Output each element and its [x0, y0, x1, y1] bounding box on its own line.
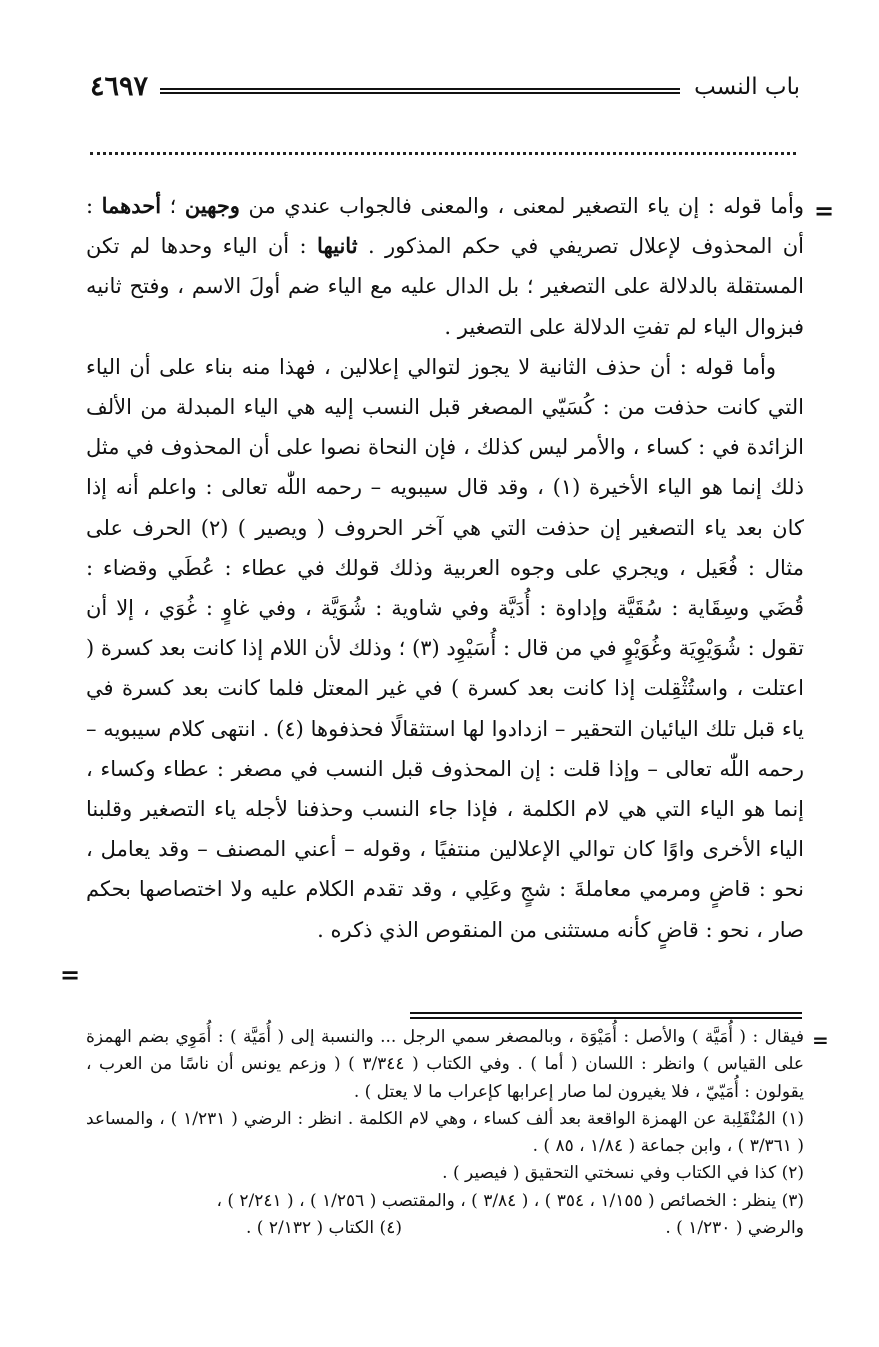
- p1-bold-wajhayn: وجهين: [184, 193, 240, 218]
- p1-seg: : أن الياء وحدها لم تكن المستقلة بالدلالة على التصغير ؛ بل الدال عليه مع الياء ضم أولَ الاسم ، وفتح ثانيه فبزوال الياء لم تفتِ الدلالة على التصغير .: [86, 234, 804, 339]
- footnote-3-continued: والرضي ( ١/٢٣٠ ) .: [665, 1218, 804, 1239]
- p1-bold-thaniha: ثانيها: [317, 233, 358, 259]
- paragraph-2: وأما قوله : أن حذف الثانية لا يجوز لتوالي إعلالين ، فهذا منه بناء على أن الياء التي كانت حذفت من : كُسَيّي المصغر قبل النسب إليه هي الياء المبدلة من الألف الزائدة في : كساء ، والأمر ليس كذلك ، فإن النحاة نصوا على أن المحذوف في مثل ذلك إنما هو الياء الأخيرة (١) ، وقد قال سيبويه – رحمه اللّٰه تعالى : واعلم أنه إذا كان بعد ياء التصغير إن حذفت التي هي آخر الحروف ( ويصير ) (٢) الحرف على مثال : فُعَيل ، ويجري على وجوه العربية وذلك قولك في عطاء : عُطَي وقضاء : قُضَي وسِقَاية : سُقَيَّة وإداوة : أُدَيَّة وفي شاوية : شُوَيَّة ، وفي غاوٍ : غُوَي ، إلا أن تقول : شُوَيْوِيَة وغُوَيْوٍ في من قال : أُسَيْوِد (٣) ؛ وذلك لأن اللام إذا كانت بعد كسرة ( اعتلت ، واستُثْقِلت إذا كانت بعد كسرة ) في غير المعتل فلما كانت بعد كسرة في ياء قبل تلك اليائيان التحقير – ازدادوا لها استثقالًا فحذفوها (٤) . انتهى كلام سيبويه – رحمه اللّٰه تعالى – وإذا قلت : إن المحذوف قبل النسب في مصغر : عطاء وكساء ، إنما هو الياء التي هي لام الكلمة ، فإذا جاء النسب وحذفنا لأجله ياء التصغير وقلبنا الياء الأخرى واوًا كان توالي الإعلالين منتفيًا ، وقوله – أعني المصنف – وقد يعامل ، نحو : قاضٍ ومرمي معاملةَ : شجٍ وعَلِي ، وقد تقدم الكلام عليه ولا اختصاصها بحكم صار ، نحو : قاضٍ كأنه مستثنى من المنقوص الذي ذكره .: [86, 354, 804, 942]
- p1-seg: : أن المحذوف لإعلال تصريفي في حكم المذكور .: [86, 194, 804, 259]
- footnote-rule: [410, 1012, 802, 1019]
- p1-bold-ahaduhuma: أحدهما: [101, 193, 162, 218]
- footnotes: [86, 1024, 804, 1242]
- dotted-separator: [90, 140, 796, 155]
- continuation-mark-end: =: [60, 960, 81, 989]
- main-text: [86, 186, 804, 950]
- header-rule: [160, 88, 680, 94]
- p1-seg: ؛: [161, 194, 185, 218]
- footnote-last-line: [86, 1215, 804, 1242]
- footnote-3: (٣) ينظر : الخصائص ( ١/١٥٥ ، ٣٥٤ ) ، ( ٣/٨٤ ) ، والمقتصب ( ١/٢٥٦ ) ، ( ٢/٢٤١ ) ،: [216, 1190, 804, 1211]
- footnote-continuation-mark: =: [812, 1028, 829, 1052]
- footnote-continuation: فيقال : ( أُمَيَّة ) والأصل : أُمَيْوَة ، وبالمصغر سمي الرجل ... والنسبة إلى ( أُمَيَّة ) : أُمَوِي بضم الهمزة على القياس ) وانظر : اللسان ( أما ) . وفي الكتاب ( ٣/٣٤٤ ) ( وزعم يونس أن ناسًا من العرب ، يقولون : أُمَيّيّ ، فلا يغيرون لما صار إعرابها كإعراب ما لا يعتل ) .: [86, 1027, 804, 1102]
- p1-seg: وأما قوله : إن ياء التصغير لمعنى ، والمعنى فالجواب عندي من: [239, 194, 804, 218]
- footnote-1: (١) المُنْقَلِبة عن الهمزة الواقعة بعد ألف كساء ، وهي لام الكلمة . انظر : الرضي ( ١/٢٣١ ) ، والمساعد ( ٣/٣٦١ ) ، وابن جماعة ( ١/٨٤ ، ٨٥ ) .: [86, 1108, 805, 1157]
- running-title: باب النسب: [694, 74, 800, 100]
- page-number: ٤٦٩٧: [90, 71, 149, 102]
- page-header: [90, 70, 800, 110]
- paragraph-1: [86, 186, 804, 347]
- footnote-2: (٢) كذا في الكتاب وفي نسختي التحقيق ( فيصير ) .: [442, 1163, 804, 1184]
- footnote-4: (٤) الكتاب ( ٢/١٣٢ ) .: [246, 1218, 402, 1239]
- continuation-mark-start: =: [814, 196, 835, 225]
